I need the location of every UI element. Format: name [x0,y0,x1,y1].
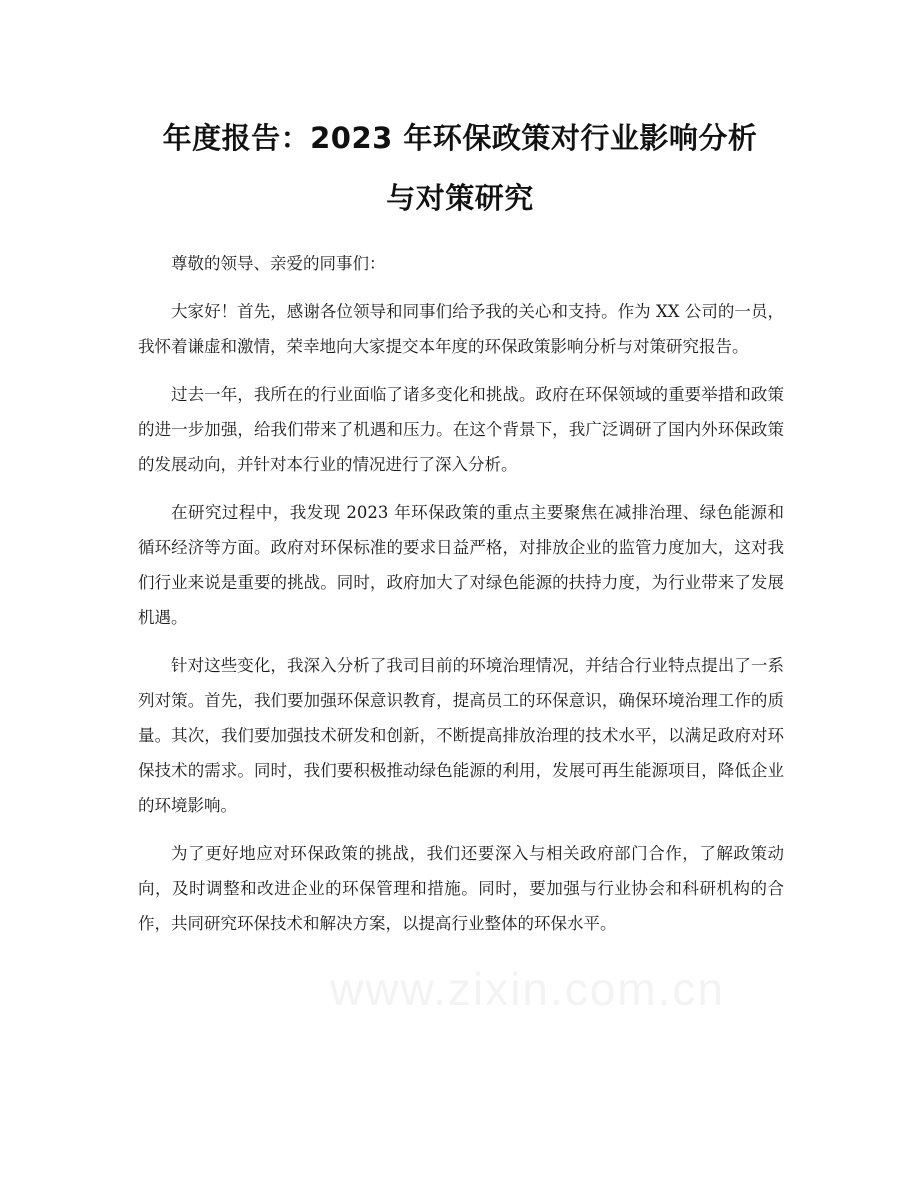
paragraph-5: 为了更好地应对环保政策的挑战，我们还要深入与相关政府部门合作，了解政策动向，及时调整和改进企业的环保管理和措施。同时，要加强与行业协会和科研机构的合作，共同研究环保技术和解决方案，以提高行业整体的环保水平。 [138,844,784,933]
paragraph-4: 针对这些变化，我深入分析了我司目前的环境治理情况，并结合行业特点提出了一系列对策。首先，我们要加强环保意识教育，提高员工的环保意识，确保环境治理工作的质量。其次，我们要加强技术研发和创新，不断提高排放治理的技术水平，以满足政府对环保技术的需求。同时，我们要积极推动绿色能源的利用，发展可再生能源项目，降低企业的环境影响。 [138,656,784,815]
title-line-1: 年度报告：2023 年环保政策对行业影响分析 [162,121,758,155]
paragraph-2: 过去一年，我所在的行业面临了诸多变化和挑战。政府在环保领域的重要举措和政策的进一步加强，给我们带来了机遇和压力。在这个背景下，我广泛调研了国内外环保政策的发展动向，并针对本行业的情况进行了深入分析。 [138,385,784,474]
title-line-2: 与对策研究 [386,181,534,215]
paragraph-3: 在研究过程中，我发现 2023 年环保政策的重点主要聚焦在减排治理、绿色能源和循环经济等方面。政府对环保标准的要求日益严格，对排放企业的监管力度加大，这对我们行业来说是重要的挑战。同时，政府加大了对绿色能源的扶持力度，为行业带来了发展机遇。 [138,503,784,627]
document-body [138,246,784,954]
watermark: www.zixin.com.cn [330,963,725,1015]
salutation: 尊敬的领导、亲爱的同事们： [171,254,386,273]
document-title [100,108,820,228]
paragraph-1: 大家好！首先，感谢各位领导和同事们给予我的关心和支持。作为 XX 公司的一员，我怀着谦虚和激情，荣幸地向大家提交本年度的环保政策影响分析与对策研究报告。 [138,302,784,356]
